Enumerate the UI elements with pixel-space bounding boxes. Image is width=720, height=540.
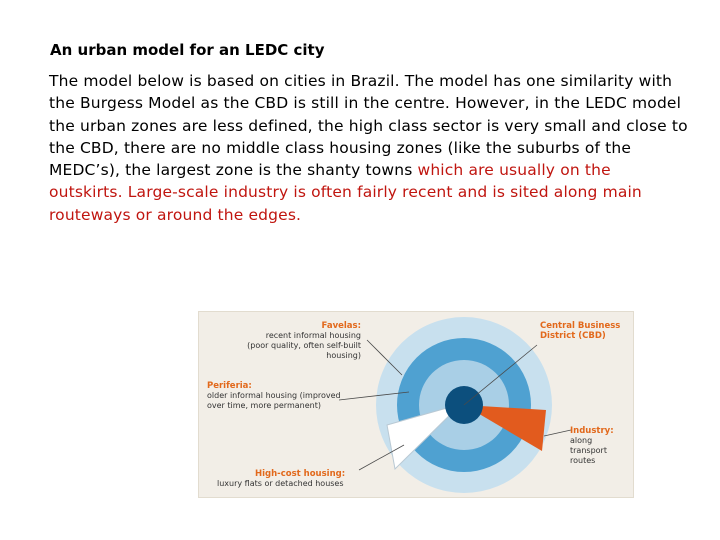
body-text-black: The model below is based on cities in Brazil. The model has one similarity with the Burgess Model as the CBD is still in the centre. However, in the LEDC model the urban zones are less defined, the high class sector is very small and close to the CBD, there are no middle class housing zones (like the suburbs of the MEDC’s), the largest zone is the shanty towns [49,72,688,180]
periferia-line-2: over time, more permanent) [207,401,321,410]
high-cost-line-1: luxury flats or detached houses [217,479,344,488]
body-text-red: which are usually on the outskirts. Large-scale industry is often fairly recent and is sited along main routeways or around the edges. [49,161,642,224]
cbd-heading: Central Business [540,321,621,331]
high-cost-heading: High-cost housing: [255,469,346,479]
cbd-label [540,321,632,341]
favelas-heading: Favelas: [321,321,361,331]
industry-label [570,426,632,466]
urban-model-diagram [198,311,634,498]
slide-body-text [49,70,689,226]
industry-line-3: routes [570,456,596,465]
cbd-line-1: District (CBD) [540,331,606,341]
periferia-line-1: older informal housing (improved [207,391,341,400]
periferia-label [207,381,357,411]
favelas-label [221,321,361,361]
industry-heading: Industry: [570,426,614,436]
industry-line-1: along [570,436,593,445]
periferia-heading: Periferia: [207,381,252,391]
favelas-line-3: housing) [326,351,361,360]
industry-line-2: transport [570,446,607,455]
favelas-line-2: (poor quality, often self-built [247,341,361,350]
slide-title: An urban model for an LEDC city [50,41,325,59]
favelas-line-1: recent informal housing [265,331,361,340]
high-cost-label [217,469,367,489]
